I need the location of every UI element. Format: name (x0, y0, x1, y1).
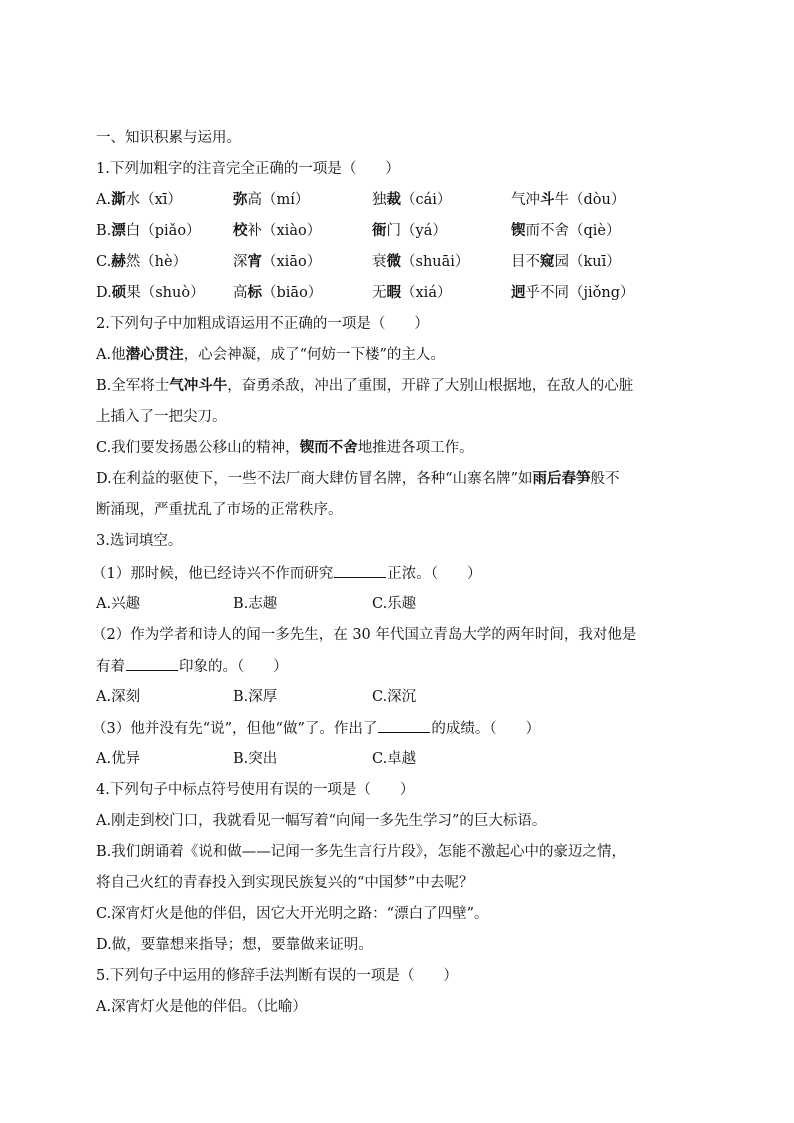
bold-char: 赫 (111, 253, 126, 270)
bold-char: 澌 (111, 191, 126, 208)
q3-sub3 (92, 718, 540, 739)
bold-idiom: 潜心贯注 (125, 346, 184, 363)
pinyin-text: （biāo） (262, 285, 323, 301)
text-span: 般不 (590, 471, 620, 487)
pinyin-text: 果（shuò） (126, 285, 205, 301)
bold-char: 微 (386, 253, 401, 270)
q3-sub1-opt-a: A.兴趣 (96, 596, 141, 612)
bold-char: 宵 (247, 253, 262, 270)
q2-option-b-cont: 上插入了一把尖刀。 (96, 409, 227, 425)
bold-char: 迥 (511, 284, 526, 301)
bold-idiom: 气冲斗牛 (169, 377, 228, 394)
q3-sub3-opt-c: C.卓越 (372, 751, 417, 767)
text-span: 的成绩。（ ） (431, 721, 541, 737)
text-span: A.他 (96, 347, 126, 363)
bold-idiom: 雨后春笋 (532, 470, 591, 487)
q1-row-a-item-4 (511, 190, 625, 210)
text-span: 印象的。（ ） (179, 659, 288, 675)
bold-char: 窥 (540, 253, 555, 270)
pinyin-text: 高（mí） (247, 192, 310, 208)
pinyin-text: 补（xiào） (247, 223, 322, 239)
text-span: （1）那时候，他已经诗兴不作而研究 (92, 566, 334, 582)
q5-stem: 5.下列句子中运用的修辞手法判断有误的一项是（ ） (96, 968, 458, 984)
q1-row-c-item-1 (96, 252, 187, 272)
q5-option-a: A.深宵灯火是他的伴侣。（比喻） (96, 999, 307, 1015)
section-title: 一、知识积累与运用。 (96, 130, 241, 146)
text-span: （3）他并没有先“说”，但他“做”了。作出了 (92, 721, 378, 737)
bold-char: 标 (247, 284, 262, 301)
q2-stem: 2.下列句子中加粗成语运用不正确的一项是（ ） (96, 316, 429, 332)
q2-option-b (96, 376, 633, 396)
bold-char: 校 (233, 222, 248, 239)
text-span: C.我们要发扬愚公移山的精神， (96, 440, 300, 456)
bold-char: 弥 (233, 191, 248, 208)
q1-row-d-item-2 (233, 283, 322, 303)
pinyin-text: 然（hè） (125, 254, 188, 270)
plain-char: 目不 (511, 254, 540, 270)
q1-row-b-item-3 (372, 221, 447, 241)
q1-row-c-item-3 (372, 252, 469, 272)
bold-idiom: 锲而不舍 (299, 439, 358, 456)
plain-char: 高 (233, 285, 248, 301)
option-label: A. (96, 192, 112, 208)
text-span: 有着 (96, 659, 125, 675)
option-label: D. (96, 285, 112, 301)
q1-row-b-item-1 (96, 221, 201, 241)
plain-char: 气冲 (511, 192, 540, 208)
q4-option-d: D.做，要靠想来指导；想，要靠做来证明。 (96, 937, 373, 953)
bold-char: 裁 (386, 191, 401, 208)
pinyin-text: 园（kuī） (554, 254, 621, 270)
q1-row-b-item-4 (511, 221, 621, 241)
bold-char: 衙 (372, 222, 387, 239)
q2-option-d (96, 469, 620, 489)
q1-row-d-item-1 (96, 283, 205, 303)
plain-char: 无 (372, 285, 387, 301)
bold-char: 漂 (111, 222, 126, 239)
pinyin-text: （shuāi） (401, 254, 470, 270)
q4-stem: 4.下列句子中标点符号使用有误的一项是（ ） (96, 782, 415, 798)
pinyin-text: 而不舍（qiè） (525, 223, 621, 239)
q3-sub3-opt-b: B.突出 (233, 751, 278, 767)
pinyin-text: （cái） (401, 192, 452, 208)
plain-char: 深 (233, 254, 248, 270)
text-span: B.全军将士 (96, 378, 170, 394)
q3-sub3-opt-a: A.优异 (96, 751, 141, 767)
q3-sub1-opt-b: B.志趣 (233, 596, 278, 612)
text-span: 地推进各项工作。 (357, 440, 474, 456)
fill-blank[interactable] (334, 563, 386, 578)
q3-sub2-line1: （2）作为学者和诗人的闻一多先生，在 30 年代国立青岛大学的两年时间，我对他是 (92, 627, 637, 643)
q3-sub2-line2 (96, 656, 288, 677)
text-span: D.在利益的驱使下，一些不法厂商大肆仿冒名牌，各种“山寨名牌”如 (96, 471, 533, 487)
text-span: ，奋勇杀敌，冲出了重围，开辟了大别山根据地，在敌人的心脏 (227, 378, 634, 394)
q1-row-a-item-2 (233, 190, 309, 210)
q1-row-a-item-3 (372, 190, 451, 210)
text-span: 正浓。（ ） (387, 566, 482, 582)
option-label: B. (96, 223, 112, 239)
q1-row-b-item-2 (233, 221, 321, 241)
q1-row-a-item-1 (96, 190, 182, 210)
q2-option-d-cont: 断涌现，严重扰乱了市场的正常秩序。 (96, 502, 343, 518)
fill-blank[interactable] (126, 656, 178, 671)
q1-row-d-item-4 (511, 283, 634, 303)
q4-option-a: A.刚走到校门口，我就看见一幅写着“向闻一多先生学习”的巨大标语。 (96, 813, 547, 829)
fill-blank[interactable] (378, 718, 430, 733)
plain-char: 衰 (372, 254, 387, 270)
q1-row-c-item-2 (233, 252, 321, 272)
bold-char: 锲 (511, 222, 526, 239)
bold-char: 硕 (111, 284, 127, 301)
pinyin-text: （xiāo） (262, 254, 322, 270)
pinyin-text: 白（piǎo） (125, 223, 201, 239)
pinyin-text: （xiá） (401, 285, 452, 301)
q3-sub2-opt-c: C.深沉 (372, 689, 417, 705)
q3-sub1 (92, 563, 481, 584)
bold-char: 暇 (386, 284, 401, 301)
q2-option-c (96, 438, 474, 458)
q3-sub1-opt-c: C.乐趣 (372, 596, 417, 612)
q4-option-b-cont: 将自己火红的青春投入到实现民族复兴的“中国梦”中去呢？ (96, 875, 474, 891)
q3-stem: 3.选词填空。 (96, 533, 183, 549)
q1-row-c-item-4 (511, 252, 621, 272)
q2-option-a (96, 345, 445, 365)
q4-option-c: C.深宵灯火是他的伴侣，因它大开光明之路：“漂白了四壁”。 (96, 906, 489, 922)
q1-stem: 1.下列加粗字的注音完全正确的一项是（ ） (96, 161, 400, 177)
pinyin-text: 牛（dòu） (554, 192, 626, 208)
q3-sub2-opt-a: A.深刻 (96, 689, 141, 705)
text-span: ，心会神凝，成了“何妨一下楼”的主人。 (183, 347, 445, 363)
pinyin-text: 门（yá） (386, 223, 447, 239)
q1-row-d-item-3 (372, 283, 451, 303)
q4-option-b: B.我们朗诵着《说和做——记闻一多先生言行片段》，怎能不激起心中的豪迈之情， (96, 844, 627, 860)
pinyin-text: 乎不同（jiǒng） (525, 285, 635, 301)
pinyin-text: 水（xī） (125, 192, 182, 208)
q3-sub2-opt-b: B.深厚 (233, 689, 278, 705)
option-label: C. (96, 254, 112, 270)
bold-char: 斗 (540, 191, 555, 208)
plain-char: 独 (372, 192, 387, 208)
